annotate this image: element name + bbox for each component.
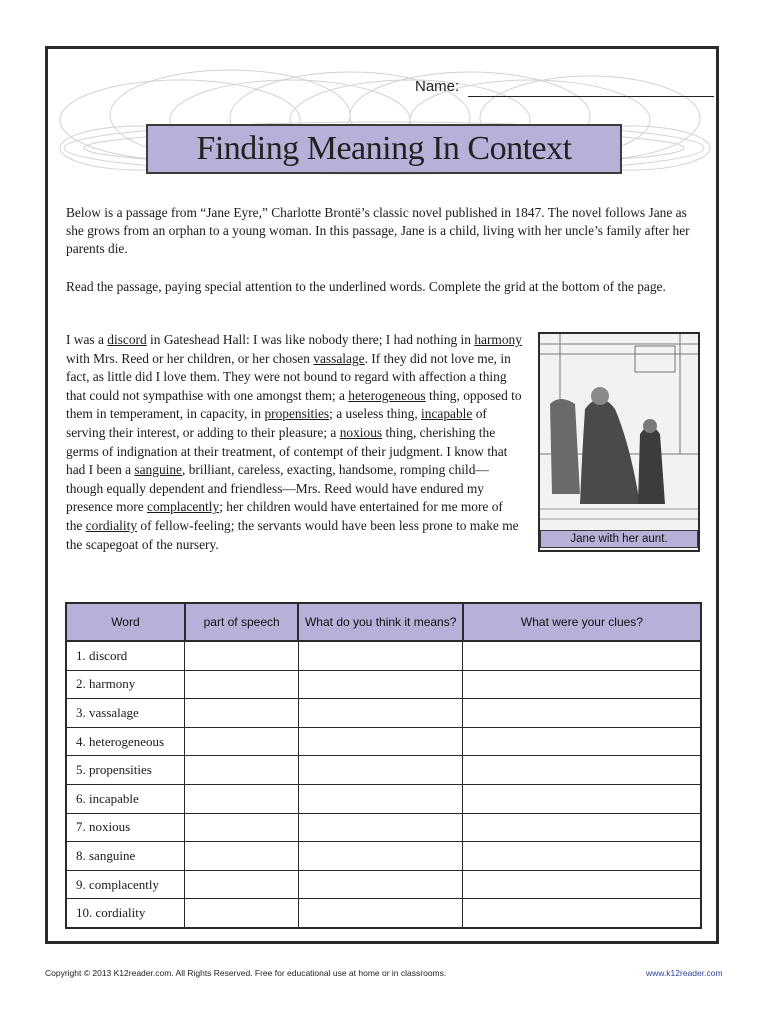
clues-cell[interactable]: [463, 727, 701, 756]
table-row: [66, 813, 701, 842]
meaning-cell[interactable]: [298, 756, 462, 785]
website-link[interactable]: www.k12reader.com: [646, 968, 723, 978]
clues-cell[interactable]: [463, 699, 701, 728]
part-of-speech-cell[interactable]: [185, 784, 299, 813]
copyright-notice: Copyright © 2013 K12reader.com. All Rights Reserved. Free for educational use at home or in classrooms.: [45, 968, 447, 978]
meaning-cell[interactable]: [298, 870, 462, 899]
engraving-image: [540, 334, 698, 530]
vocab-word-incapable: incapable: [421, 406, 473, 422]
part-of-speech-cell[interactable]: [185, 756, 299, 785]
meaning-cell[interactable]: [298, 813, 462, 842]
table-row: [66, 842, 701, 871]
word-cell: 10. cordiality: [66, 899, 185, 928]
meaning-cell[interactable]: [298, 899, 462, 928]
clues-cell[interactable]: [463, 870, 701, 899]
name-field[interactable]: [468, 96, 714, 97]
vocab-word-heterogeneous: heterogeneous: [348, 387, 426, 403]
meaning-cell[interactable]: [298, 727, 462, 756]
header-meaning: What do you think it means?: [298, 603, 462, 641]
word-cell: 9. complacently: [66, 870, 185, 899]
vocab-word-harmony: harmony: [474, 332, 522, 347]
part-of-speech-cell[interactable]: [185, 699, 299, 728]
intro-paragraph: Below is a passage from “Jane Eyre,” Charlotte Brontë’s classic novel published in 1847. The novel follows Jane as she grows from an orphan to a young woman. In this passage, Jane is a child, living with her uncle’s family after her parents die.: [66, 205, 690, 256]
part-of-speech-cell[interactable]: [185, 641, 299, 670]
clues-cell[interactable]: [463, 813, 701, 842]
title-banner: [146, 124, 622, 174]
word-cell: 6. incapable: [66, 784, 185, 813]
part-of-speech-cell[interactable]: [185, 899, 299, 928]
vocab-word-cordiality: cordiality: [85, 517, 138, 533]
clues-cell[interactable]: [463, 842, 701, 871]
instructions-paragraph: Read the passage, paying special attention to the underlined words. Complete the grid at the bottom of the page.: [66, 279, 666, 294]
vocab-word-noxious: noxious: [339, 424, 383, 440]
part-of-speech-cell[interactable]: [185, 842, 299, 871]
part-of-speech-cell[interactable]: [185, 870, 299, 899]
illustration-jane-and-aunt: [538, 332, 700, 552]
table-row: [66, 699, 701, 728]
meaning-cell[interactable]: [298, 784, 462, 813]
word-cell: 3. vassalage: [66, 699, 185, 728]
word-cell: 2. harmony: [66, 670, 185, 699]
header-word: Word: [66, 603, 185, 641]
vocab-word-complacently: complacently: [147, 499, 220, 515]
vocabulary-grid: [65, 602, 702, 929]
header-part-of-speech: part of speech: [185, 603, 299, 641]
part-of-speech-cell[interactable]: [185, 727, 299, 756]
word-cell: 4. heterogeneous: [66, 727, 185, 756]
table-row: [66, 870, 701, 899]
page-title: Finding Meaning In Context: [196, 130, 572, 167]
meaning-cell[interactable]: [298, 699, 462, 728]
word-cell: 8. sanguine: [66, 842, 185, 871]
word-cell: 1. discord: [66, 641, 185, 670]
clues-cell[interactable]: [463, 756, 701, 785]
vocab-word-propensities: propensities: [264, 406, 330, 422]
table-row: [66, 670, 701, 699]
part-of-speech-cell[interactable]: [185, 670, 299, 699]
table-row: [66, 641, 701, 670]
clues-cell[interactable]: [463, 784, 701, 813]
vocab-word-discord: discord: [107, 332, 147, 347]
word-cell: 7. noxious: [66, 813, 185, 842]
table-row: [66, 727, 701, 756]
clues-cell[interactable]: [463, 899, 701, 928]
table-row: [66, 756, 701, 785]
table-row: [66, 899, 701, 928]
name-label: Name:: [415, 78, 460, 95]
vocab-word-vassalage: vassalage: [313, 350, 365, 366]
clues-cell[interactable]: [463, 641, 701, 670]
meaning-cell[interactable]: [298, 842, 462, 871]
illustration-caption: Jane with her aunt.: [540, 530, 698, 548]
part-of-speech-cell[interactable]: [185, 813, 299, 842]
vocab-word-sanguine: sanguine: [134, 462, 183, 478]
meaning-cell[interactable]: [298, 670, 462, 699]
header-clues: What were your clues?: [463, 603, 701, 641]
grid-header-row: [66, 603, 701, 641]
table-row: [66, 784, 701, 813]
clues-cell[interactable]: [463, 670, 701, 699]
word-cell: 5. propensities: [66, 756, 185, 785]
passage-text: I was a discord in Gateshead Hall: I was like nobody there; I had nothing in harmony with Mrs. Reed or her children, or her chosen vassalage. If they did not love me, in fact, as little did I love them. They were not bound to regard with affection a thing that could not sympathise with one amongst them; a heterogeneous thing, opposed to them in temperament, in capacity, in propensities; a useless thing, incapable of serving their interest, or adding to their pleasure; a noxious thing, cherishing the germs of indignation at their treatment, of contempt of their judgment. I know that had I been a sanguine, brilliant, careless, exacting, handsome, romping child—though equally dependent and friendless—Mrs. Reed would have endured my presence more complacently; her children would have entertained for me more of the cordiality of fellow-feeling; the servants would have been less prone to make me the scapegoat of the nursery.: [66, 332, 522, 552]
meaning-cell[interactable]: [298, 641, 462, 670]
